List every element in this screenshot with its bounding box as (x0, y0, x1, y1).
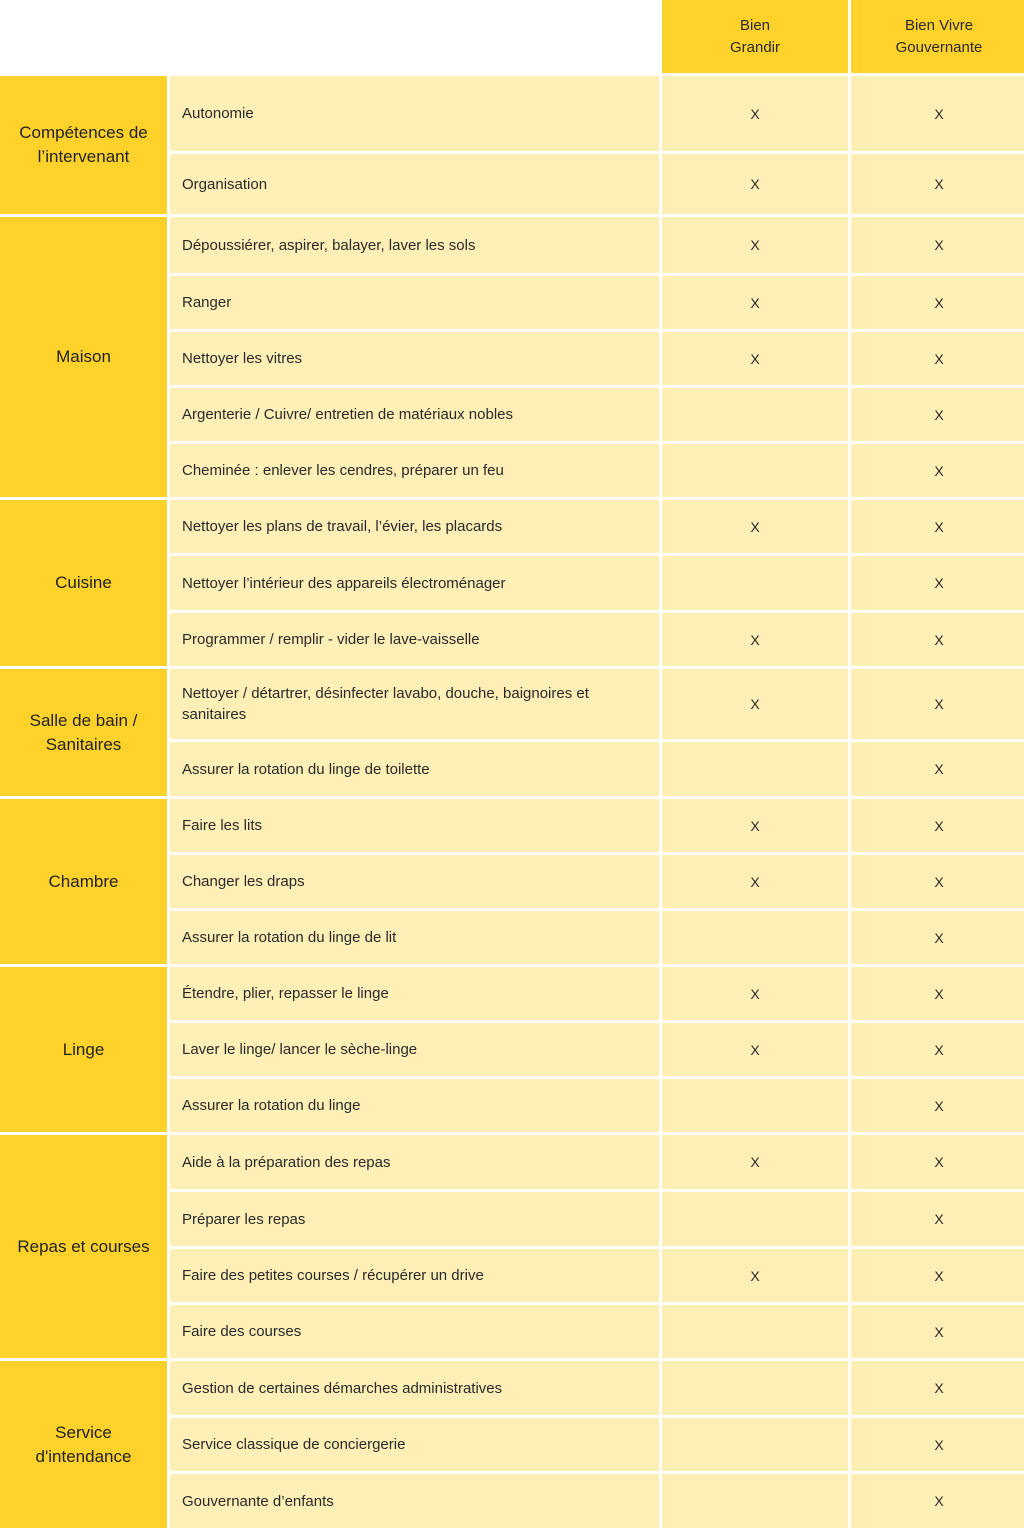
bien-vivre-mark: X (851, 967, 1024, 1020)
bien-grandir-mark (662, 1305, 848, 1358)
task-cell: Service classique de conciergerie (170, 1418, 659, 1471)
bien-vivre-mark: X (851, 855, 1024, 908)
task-cell: Autonomie (170, 76, 659, 151)
bien-grandir-mark: X (662, 967, 848, 1020)
bien-vivre-mark: X (851, 500, 1024, 553)
task-cell: Faire des petites courses / récupérer un drive (170, 1249, 659, 1302)
bien-vivre-mark: X (851, 911, 1024, 964)
task-cell: Gouvernante d’enfants (170, 1474, 659, 1528)
bien-grandir-mark: X (662, 276, 848, 329)
column-header-bien-vivre-gouvernante: Bien Vivre Gouvernante (851, 0, 1024, 73)
bien-vivre-mark: X (851, 799, 1024, 852)
task-cell: Ranger (170, 276, 659, 329)
task-cell: Assurer la rotation du linge de lit (170, 911, 659, 964)
task-cell: Assurer la rotation du linge de toilette (170, 742, 659, 796)
bien-vivre-mark: X (851, 276, 1024, 329)
bien-grandir-mark (662, 1079, 848, 1132)
category-service-d-intendance: Service d'intendance (0, 1361, 167, 1528)
bien-grandir-mark (662, 911, 848, 964)
bien-grandir-mark: X (662, 76, 848, 151)
bien-vivre-mark: X (851, 332, 1024, 385)
task-cell: Changer les draps (170, 855, 659, 908)
task-cell: Préparer les repas (170, 1192, 659, 1246)
bien-vivre-mark: X (851, 1079, 1024, 1132)
bien-vivre-mark: X (851, 1023, 1024, 1076)
bien-vivre-mark: X (851, 388, 1024, 441)
bien-vivre-mark: X (851, 1192, 1024, 1246)
bien-grandir-mark (662, 1192, 848, 1246)
bien-grandir-mark: X (662, 855, 848, 908)
bien-grandir-mark: X (662, 332, 848, 385)
category-salle-de-bain-sanitaires: Salle de bain / Sanitaires (0, 669, 167, 796)
task-cell: Étendre, plier, repasser le linge (170, 967, 659, 1020)
bien-grandir-mark: X (662, 1023, 848, 1076)
category-maison: Maison (0, 217, 167, 497)
bien-vivre-mark: X (851, 1418, 1024, 1471)
task-cell: Aide à la préparation des repas (170, 1135, 659, 1189)
task-cell: Argenterie / Cuivre/ entretien de matériaux nobles (170, 388, 659, 441)
bien-vivre-mark: X (851, 154, 1024, 214)
bien-vivre-mark: X (851, 1305, 1024, 1358)
bien-grandir-mark (662, 742, 848, 796)
task-cell: Faire des courses (170, 1305, 659, 1358)
task-cell: Assurer la rotation du linge (170, 1079, 659, 1132)
bien-vivre-mark: X (851, 669, 1024, 739)
bien-grandir-mark (662, 444, 848, 497)
column-header-bien-grandir: Bien Grandir (662, 0, 848, 73)
bien-vivre-mark: X (851, 613, 1024, 666)
category-chambre: Chambre (0, 799, 167, 964)
bien-grandir-mark: X (662, 799, 848, 852)
category-repas-et-courses: Repas et courses (0, 1135, 167, 1358)
bien-grandir-mark: X (662, 669, 848, 739)
bien-grandir-mark (662, 1418, 848, 1471)
task-cell: Laver le linge/ lancer le sèche-linge (170, 1023, 659, 1076)
task-cell: Organisation (170, 154, 659, 214)
bien-grandir-mark (662, 1361, 848, 1415)
bien-grandir-mark: X (662, 217, 848, 273)
bien-vivre-mark: X (851, 556, 1024, 610)
bien-vivre-mark: X (851, 76, 1024, 151)
bien-vivre-mark: X (851, 1474, 1024, 1528)
bien-grandir-mark: X (662, 1135, 848, 1189)
bien-grandir-mark (662, 556, 848, 610)
task-cell: Nettoyer l’intérieur des appareils électroménager (170, 556, 659, 610)
task-cell: Nettoyer les vitres (170, 332, 659, 385)
bien-vivre-mark: X (851, 217, 1024, 273)
bien-vivre-mark: X (851, 1249, 1024, 1302)
bien-vivre-mark: X (851, 444, 1024, 497)
task-cell: Dépoussiérer, aspirer, balayer, laver les sols (170, 217, 659, 273)
bien-grandir-mark (662, 1474, 848, 1528)
task-cell: Faire les lits (170, 799, 659, 852)
bien-grandir-mark: X (662, 1249, 848, 1302)
bien-grandir-mark: X (662, 613, 848, 666)
category-cuisine: Cuisine (0, 500, 167, 666)
task-cell: Programmer / remplir - vider le lave-vaisselle (170, 613, 659, 666)
task-cell: Gestion de certaines démarches administratives (170, 1361, 659, 1415)
task-cell: Nettoyer / détartrer, désinfecter lavabo, douche, baignoires et sanitaires (170, 669, 659, 739)
bien-grandir-mark: X (662, 500, 848, 553)
header-blank-cell (0, 0, 659, 73)
category-linge: Linge (0, 967, 167, 1132)
task-cell: Cheminée : enlever les cendres, préparer un feu (170, 444, 659, 497)
bien-grandir-mark (662, 388, 848, 441)
category-competences-de-l-intervenant: Compétences de l’intervenant (0, 76, 167, 214)
bien-vivre-mark: X (851, 1135, 1024, 1189)
bien-vivre-mark: X (851, 1361, 1024, 1415)
bien-grandir-mark: X (662, 154, 848, 214)
task-cell: Nettoyer les plans de travail, l’évier, les placards (170, 500, 659, 553)
bien-vivre-mark: X (851, 742, 1024, 796)
